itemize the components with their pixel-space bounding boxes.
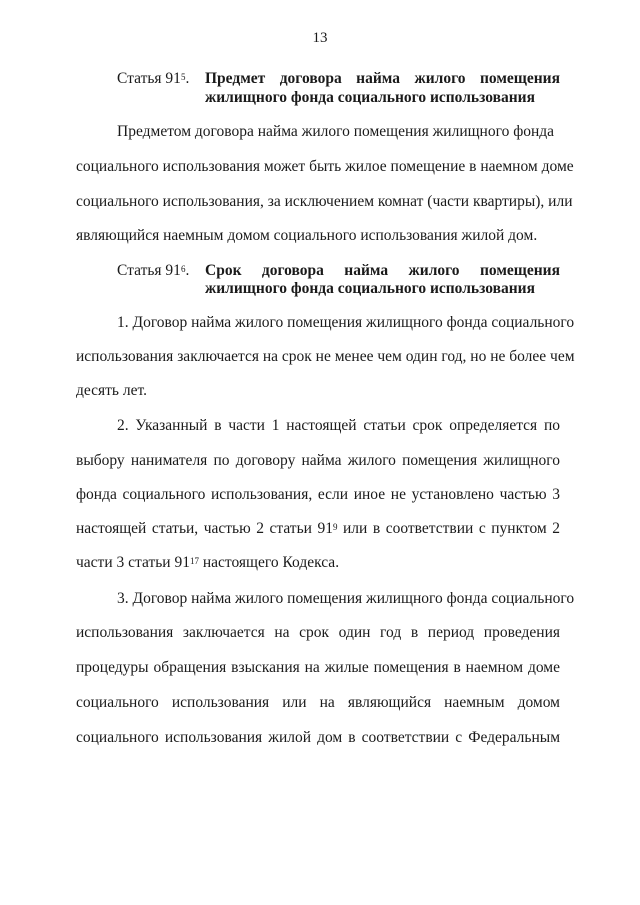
page-number: 13 [312,30,328,46]
paragraph-text: настоящего Кодекса. [198,554,340,571]
article-title-line1: Предмет договора найма жилого помещения [205,70,560,87]
paragraph-line: социального использования может быть жилое помещение в наемном доме [76,158,574,175]
paragraph-line: процедуры обращения взыскания на жилые помещения в наемном доме [76,659,560,676]
paragraph-line: являющийся наемным домом социального использования жилой дом. [76,227,538,244]
paragraph-line: 1. Договор найма жилого помещения жилищного фонда социального [117,314,575,331]
paragraph-text: части 3 статьи 91 [76,554,190,571]
paragraph-line: Предметом договора найма жилого помещения жилищного фонда [117,123,555,140]
article-reference-superscript: 17 [189,556,199,566]
paragraph-line: 3. Договор найма жилого помещения жилищного фонда социального [117,590,575,607]
article-title-line2: жилищного фонда социального использования [205,280,535,297]
article-title-line2: жилищного фонда социального использования [205,89,535,106]
article-label [117,70,189,88]
article-title-line1: Срок договора найма жилого помещения [205,262,560,279]
paragraph-line: социального использования жилой дом в соответствии с Федеральным [76,729,560,746]
paragraph-text: настоящей статьи, частью 2 статьи 91 [76,520,333,537]
article-label-text: Статья 91 [117,262,181,279]
paragraph-line: использования заключается на срок один год в период проведения [76,624,560,641]
article-reference-superscript: 9 [332,522,338,532]
article-label-text: Статья 91 [117,70,181,87]
paragraph-line: социального использования, за исключением комнат (части квартиры), или [76,193,573,210]
paragraph-line: 2. Указанный в части 1 настоящей статьи срок определяется по [117,417,560,434]
paragraph-line: десять лет. [76,382,147,399]
article-label-superscript: 5 [180,72,186,82]
paragraph-line: социального использования или на являющийся наемным домом [76,694,560,711]
paragraph-line [76,554,339,572]
paragraph-line [76,520,560,538]
article-label [117,262,189,280]
paragraph-text: или в соответствии с пунктом 2 [337,520,560,537]
article-label-dot: . [185,70,190,87]
paragraph-line: использования заключается на срок не менее чем один год, но не более чем [76,348,575,365]
paragraph-line: выбору нанимателя по договору найма жилого помещения жилищного [76,452,560,469]
article-label-dot: . [185,262,190,279]
paragraph-line: фонда социального использования, если иное не установлено частью 3 [76,486,560,503]
article-label-superscript: 6 [180,264,186,274]
